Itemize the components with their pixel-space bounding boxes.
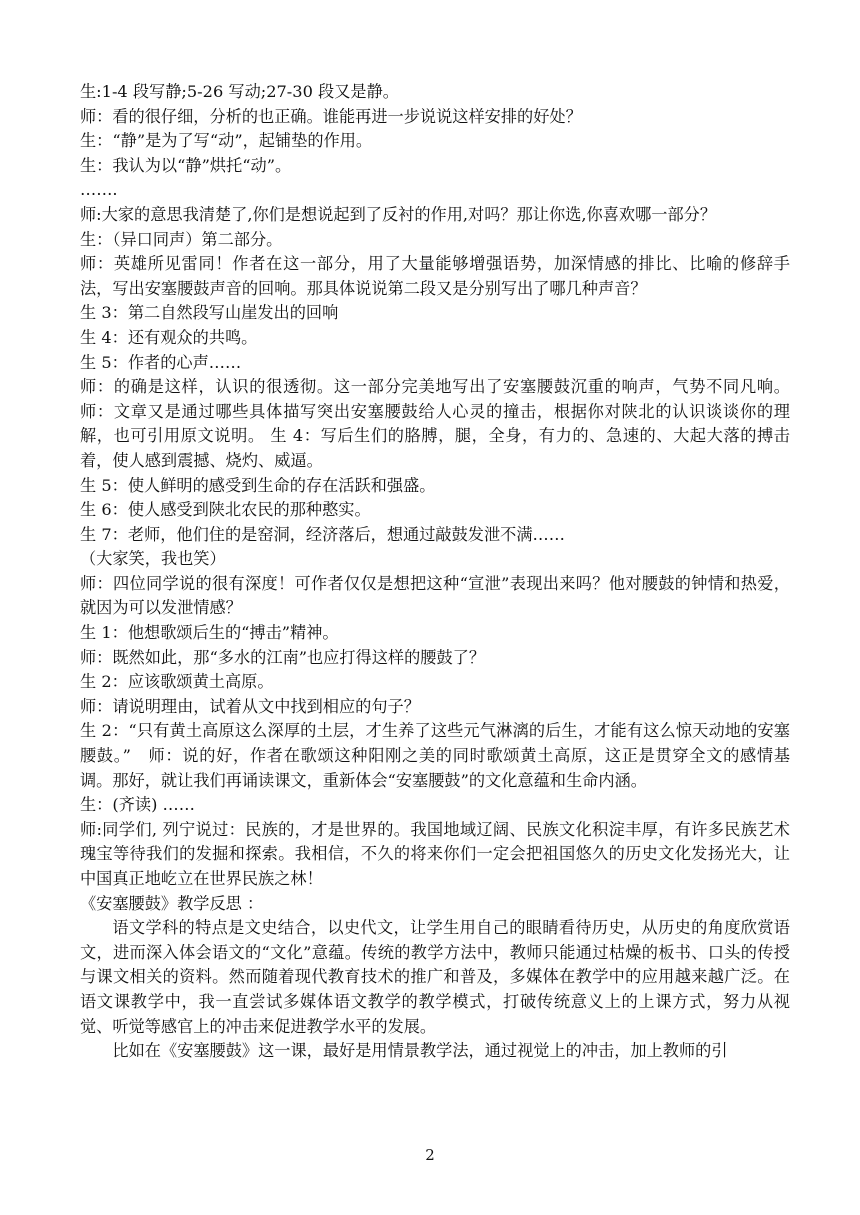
text-line: （大家笑，我也笑）	[80, 549, 226, 569]
text-paragraph: 语文学科的特点是文史结合，以史代文，让学生用自己的眼睛看待历史，从历史的角度欣赏语文，进而深入体会语文的“文化”意蕴。传统的教学方法中，教师只能通过枯燥的板书、口头的传授与课文相关的资料。然而随着现代教育技术的推广和普及，多媒体在教学中的应用越来越广泛。在语文课教学中，我一直尝试多媒体语文教学的教学模式，打破传统意义上的上课方式，努力从视觉、听觉等感官上的冲击来促进教学水平的发展。	[80, 918, 790, 1036]
text-line: 生 6：使人感受到陕北农民的那种憨实。	[80, 500, 371, 520]
text-paragraph: 师：英雄所见雷同！作者在这一部分，用了大量能够增强语势，加深情感的排比、比喻的修辞手法，写出安塞腰鼓声音的回响。那具体说说第二段又是分别写出了哪几种声音？	[80, 254, 790, 298]
text-line: 师:大家的意思我清楚了,你们是想说起到了反衬的作用,对吗？那让你选,你喜欢哪一部分？	[80, 204, 717, 224]
text-line: …….	[80, 180, 118, 200]
text-paragraph: 师:同学们, 列宁说过：民族的，才是世界的。我国地域辽阔、民族文化积淀丰厚，有许多民族艺术瑰宝等待我们的发掘和探索。我相信，不久的将来你们一定会把祖国悠久的历史文化发扬光大，让中国真正地屹立在世界民族之林！	[80, 819, 790, 888]
text-line: 生：(齐读) ……	[80, 795, 195, 815]
text-paragraph: 师：的确是这样，认识的很透彻。这一部分完美地写出了安塞腰鼓沉重的响声，气势不同凡响。 师：文章又是通过哪些具体描写突出安塞腰鼓给人心灵的撞击，根据你对陕北的认识谈谈你的理解，也可引用原文说明。 生 4：写后生们的胳膊，腿，全身，有力的、急速的、大起大落的搏击着，使人感到震撼、烧灼、威逼。	[80, 377, 790, 470]
text-line: 生 5：使人鲜明的感受到生命的存在活跃和强盛。	[80, 475, 436, 495]
text-line: 生 7：老师，他们住的是窑洞，经济落后，想通过敲鼓发泄不满……	[80, 524, 565, 544]
text-line: 生 1：他想歌颂后生的“搏击”精神。	[80, 623, 339, 643]
page-number: 2	[425, 1146, 435, 1164]
text-line: 师：既然如此，那“多水的江南”也应打得这样的腰鼓了？	[80, 647, 486, 667]
text-line: 生:1-4 段写静;5-26 写动;27-30 段又是静。	[80, 82, 399, 101]
text-paragraph: 生 2：“只有黄土高原这么深厚的土层，才生养了这些元气淋漓的后生，才能有这么惊天动地的安塞腰鼓。” 师：说的好，作者在歌颂这种阳刚之美的同时歌颂黄土高原，这正是贯穿全文的感情基调。那好，就让我们再诵读课文，重新体会“安塞腰鼓”的文化意蕴和生命内涵。	[80, 721, 790, 790]
document-body	[80, 80, 790, 1064]
text-line: 比如在《安塞腰鼓》这一课，最好是用情景教学法，通过视觉上的冲击，加上教师的引	[112, 1041, 728, 1061]
text-line: 师：请说明理由，试着从文中找到相应的句子？	[80, 696, 420, 716]
text-line: 生 4：还有观众的共鸣。	[80, 327, 258, 347]
text-line: 生 3：第二自然段写山崖发出的回响	[80, 303, 339, 323]
text-line: 师：看的很仔细，分析的也正确。谁能再进一步说说这样安排的好处？	[80, 106, 582, 126]
text-line: 生 5：作者的心声……	[80, 352, 242, 372]
text-line: 生：（异口同声）第二部分。	[80, 229, 283, 249]
text-line: 生：我认为以“静”烘托“动”。	[80, 155, 292, 175]
text-line: 生 2：应该歌颂黄土高原。	[80, 672, 274, 692]
text-line: 生：“静”是为了写“动”，起铺垫的作用。	[80, 131, 373, 151]
text-paragraph: 师：四位同学说的很有深度！可作者仅仅是想把这种“宣泄”表现出来吗？他对腰鼓的钟情和热爱，就因为可以发泄情感？	[80, 573, 790, 618]
section-heading: 《安塞腰鼓》教学反思 ：	[80, 893, 264, 913]
